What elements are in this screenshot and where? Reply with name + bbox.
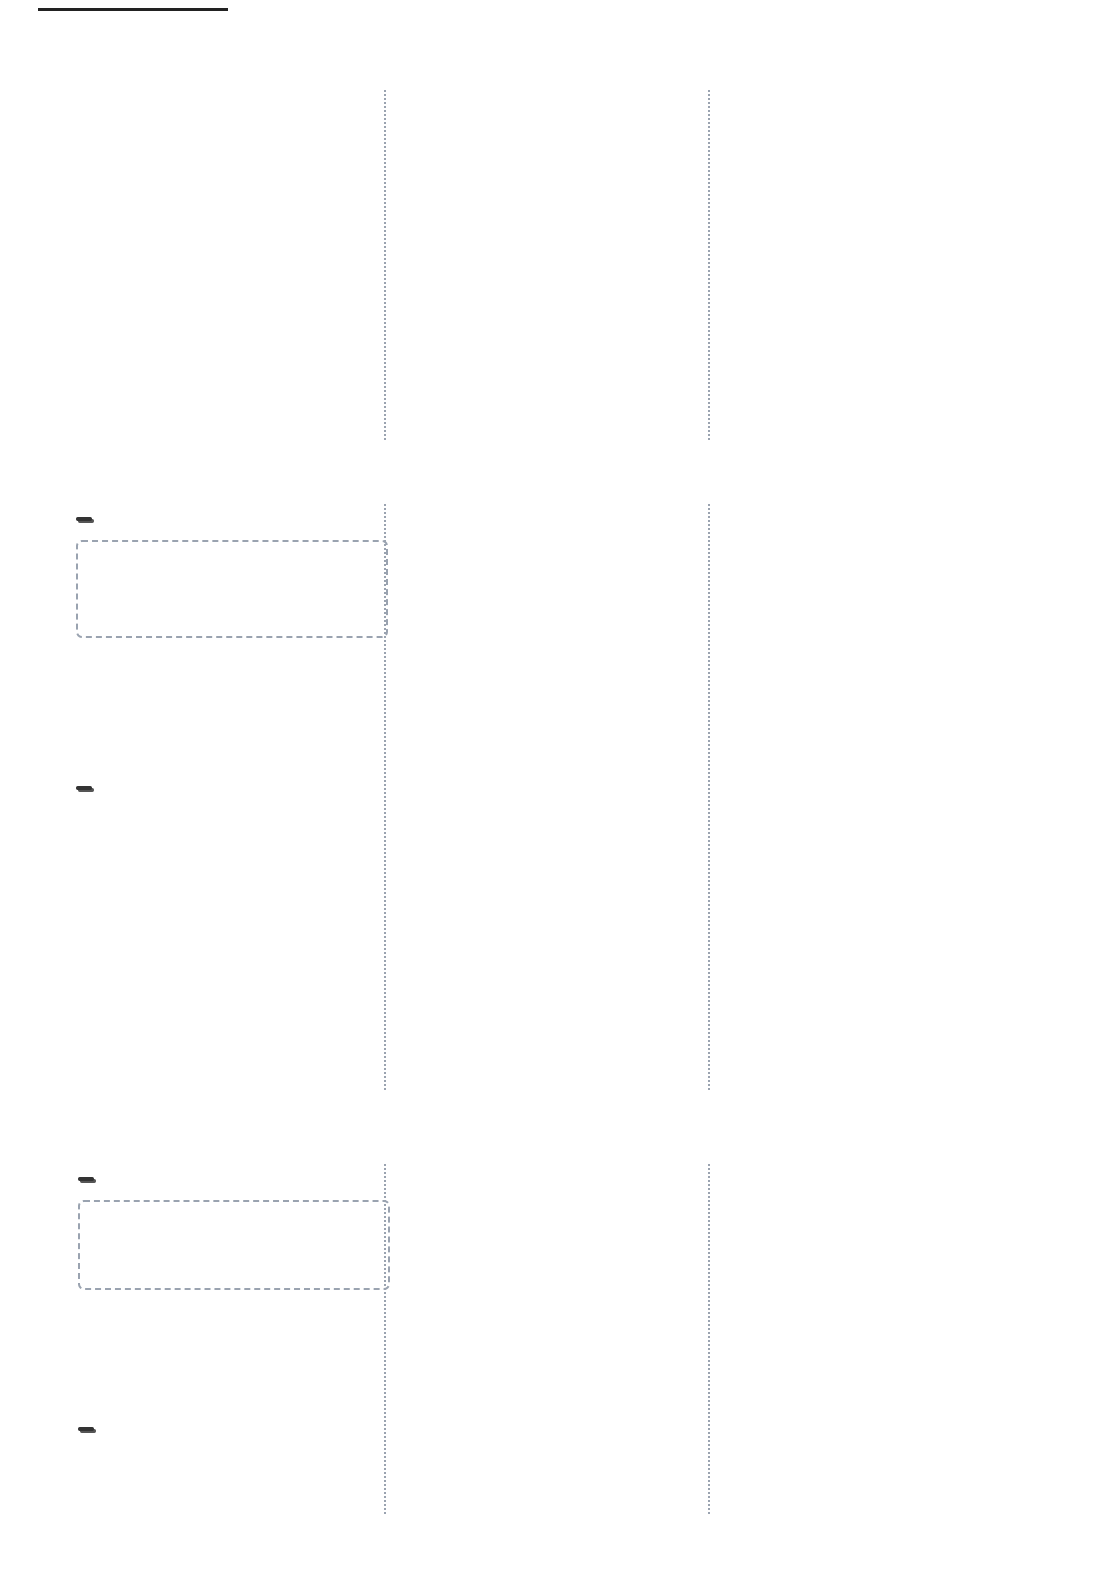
math-line	[418, 274, 708, 310]
math-line	[722, 712, 1042, 740]
math-line	[92, 320, 382, 348]
math-line	[722, 1014, 1042, 1042]
answer-line	[76, 632, 376, 660]
math-line	[722, 1396, 1042, 1424]
math-line	[398, 756, 698, 784]
process-tag-18	[76, 775, 92, 794]
math-line	[398, 924, 698, 952]
key-points-box-19	[78, 1200, 390, 1290]
math-line	[92, 186, 382, 222]
math-line	[722, 656, 1042, 684]
answer-line	[80, 1364, 380, 1392]
math-line	[398, 896, 698, 924]
math-line	[722, 528, 1042, 556]
math-line	[398, 644, 698, 672]
process-tag-19	[78, 1416, 94, 1435]
answers-tag-19	[78, 1166, 94, 1185]
math-line	[418, 88, 708, 124]
math-line	[398, 980, 698, 1008]
s18-col-1	[76, 890, 376, 1084]
math-line	[722, 88, 1042, 124]
math-line	[722, 824, 1042, 852]
math-line	[722, 684, 1042, 712]
math-line	[418, 178, 708, 214]
column-divider	[384, 1164, 386, 1514]
math-line	[722, 202, 1042, 230]
math-line	[722, 740, 1042, 768]
math-line	[398, 528, 698, 556]
math-line	[398, 1268, 698, 1296]
tag-label	[78, 1177, 94, 1181]
math-line	[92, 152, 382, 180]
math-line	[398, 672, 698, 700]
math-line	[418, 322, 708, 358]
math-line	[398, 1240, 698, 1268]
math-line	[398, 1212, 698, 1240]
column-divider	[384, 90, 386, 440]
s18-col-3	[722, 500, 1042, 1042]
tag-label	[76, 786, 92, 790]
math-line	[92, 222, 382, 250]
math-line	[76, 926, 376, 954]
math-line	[92, 292, 382, 320]
math-line	[92, 354, 382, 390]
math-line	[722, 500, 1042, 528]
math-line	[722, 236, 1042, 272]
answer-line	[80, 1308, 380, 1336]
s19-col-2	[398, 1156, 698, 1372]
math-line	[722, 1156, 1042, 1184]
column-divider	[708, 504, 710, 1090]
section-19-title	[0, 1112, 1118, 1151]
math-line	[76, 964, 376, 1000]
answer-line	[76, 688, 376, 716]
math-line	[398, 564, 698, 600]
math-line	[398, 1304, 698, 1340]
top-col-3	[722, 88, 1042, 364]
math-line	[722, 1340, 1042, 1368]
key-points-box-18	[76, 540, 388, 638]
math-line	[398, 608, 698, 644]
column-divider	[708, 1164, 710, 1514]
method-note	[398, 784, 698, 812]
math-line	[92, 256, 382, 292]
math-line	[398, 1184, 698, 1212]
math-line	[722, 1312, 1042, 1340]
math-line	[722, 328, 1042, 364]
math-line	[722, 174, 1042, 202]
math-line	[92, 124, 382, 152]
tip-19	[80, 1446, 380, 1472]
math-line	[722, 1368, 1042, 1396]
math-line	[722, 628, 1042, 656]
math-line	[418, 130, 708, 166]
math-line	[722, 768, 1042, 796]
answer-line	[76, 716, 376, 744]
tag-label	[76, 517, 92, 521]
answers-list-18	[76, 632, 376, 744]
math-line	[398, 728, 698, 756]
answer-line	[80, 1280, 380, 1308]
math-line	[398, 700, 698, 728]
math-line	[722, 588, 1042, 624]
math-line	[722, 282, 1042, 318]
math-line	[722, 1284, 1042, 1312]
math-line	[722, 1256, 1042, 1284]
column-divider	[708, 90, 710, 440]
math-line	[722, 880, 1042, 908]
top-edge	[0, 0, 1118, 18]
analysis-label	[398, 1156, 698, 1184]
tag-label	[78, 1427, 94, 1431]
answer-line	[76, 660, 376, 688]
math-line	[398, 840, 698, 868]
handwritten-note	[722, 944, 1042, 972]
top-col-2	[418, 88, 708, 394]
math-line-highlight	[722, 978, 1042, 1014]
section-18-title	[0, 452, 1118, 491]
s19-col-3	[722, 1156, 1042, 1424]
math-line	[722, 1220, 1042, 1256]
math-line	[398, 812, 698, 840]
answers-tag-18	[76, 506, 92, 525]
math-line	[398, 868, 698, 896]
math-line	[398, 952, 698, 980]
math-line	[92, 88, 382, 124]
math-line	[722, 1184, 1042, 1212]
scan-edge	[38, 8, 228, 11]
math-line	[722, 796, 1042, 824]
math-line	[722, 556, 1042, 584]
math-line	[418, 226, 708, 262]
math-line	[398, 500, 698, 528]
s18-col-2	[398, 500, 698, 1008]
tip-18	[76, 806, 376, 832]
math-line	[722, 138, 1042, 174]
math-line	[76, 890, 376, 926]
math-line-highlight	[76, 1056, 376, 1084]
math-line	[722, 908, 1042, 944]
math-line	[418, 366, 708, 394]
math-line	[398, 1344, 698, 1372]
page-footer	[1020, 1536, 1028, 1557]
math-line	[76, 1000, 376, 1028]
answer-line	[80, 1336, 380, 1364]
math-line	[76, 1028, 376, 1056]
math-line	[722, 852, 1042, 880]
answers-list-19	[80, 1280, 380, 1392]
column-divider	[384, 504, 386, 1090]
top-col-1	[92, 88, 382, 390]
